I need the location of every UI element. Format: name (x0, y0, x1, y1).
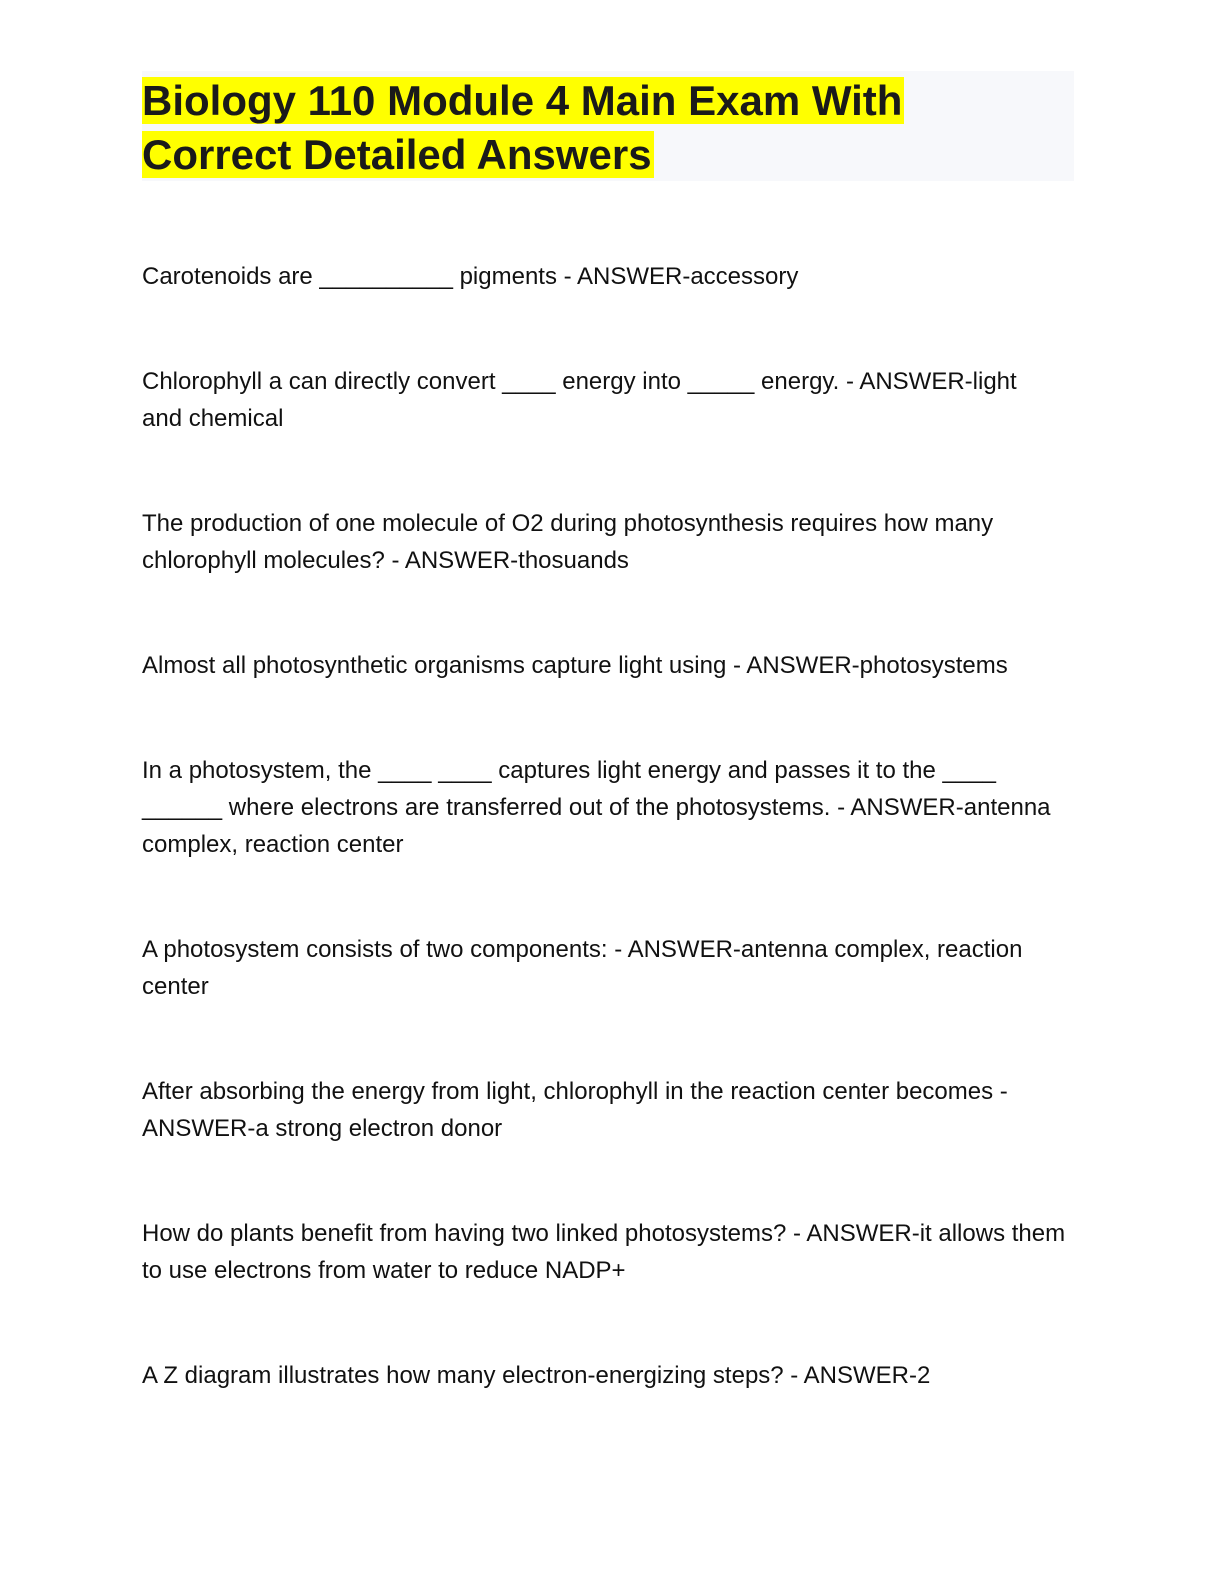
answer-text: accessory (690, 263, 799, 290)
answer-text: it allows them to use electrons from water to reduce NADP+ (142, 1220, 1066, 1284)
answer-prefix: ANSWER- (576, 263, 691, 290)
title-block (142, 71, 1074, 181)
separator: - (556, 263, 577, 290)
answer-prefix: ANSWER- (850, 794, 964, 821)
answer-text: photosystems (859, 652, 1008, 679)
answer-prefix: ANSWER- (746, 652, 860, 679)
question-text: A Z diagram illustrates how many electron-energizing steps? (142, 1362, 784, 1389)
answer-text: thosuands (518, 547, 629, 574)
question-text: Chlorophyll a can directly convert ____ energy into _____ energy. (142, 368, 840, 395)
title-line-2: Correct Detailed Answers (142, 131, 652, 178)
title-line-1: Biology 110 Module 4 Main Exam With (142, 77, 903, 124)
qa-item-2 (142, 363, 1062, 437)
separator: - (839, 368, 860, 395)
question-text: After absorbing the energy from light, chlorophyll in the reaction center becomes (142, 1078, 994, 1105)
question-text: Carotenoids are __________ pigments (142, 263, 557, 290)
question-answer-list (142, 258, 1077, 1394)
separator: - (384, 547, 405, 574)
answer-text: antenna complex, reaction center (142, 936, 1023, 1000)
qa-item-5 (142, 752, 1077, 863)
document-title (142, 71, 1074, 182)
separator: - (830, 794, 851, 821)
qa-item-8 (142, 1215, 1077, 1289)
answer-text: 2 (917, 1362, 931, 1389)
separator: - (786, 1220, 807, 1247)
question-text: The production of one molecule of O2 during photosynthesis requires how many chlorophyll molecules? (142, 510, 994, 574)
answer-prefix: ANSWER- (142, 1115, 256, 1142)
answer-text: light and chemical (142, 368, 1017, 432)
question-text: Almost all photosynthetic organisms capture light using (142, 652, 727, 679)
qa-item-7 (142, 1073, 1077, 1147)
qa-item-9 (142, 1357, 1077, 1394)
separator: - (993, 1078, 1008, 1105)
answer-prefix: ANSWER- (803, 1362, 917, 1389)
question-text: How do plants benefit from having two linked photosystems? (142, 1220, 787, 1247)
answer-prefix: ANSWER- (859, 368, 973, 395)
qa-item-3 (142, 505, 1077, 579)
answer-prefix: ANSWER- (627, 936, 741, 963)
answer-text: a strong electron donor (255, 1115, 503, 1142)
separator: - (607, 936, 628, 963)
separator: - (783, 1362, 804, 1389)
question-text: A photosystem consists of two components: (142, 936, 608, 963)
qa-item-1 (142, 258, 1077, 295)
qa-item-4 (142, 647, 1077, 684)
answer-text: antenna complex, reaction center (142, 794, 1051, 858)
answer-prefix: ANSWER- (404, 547, 519, 574)
answer-prefix: ANSWER- (806, 1220, 920, 1247)
separator: - (726, 652, 747, 679)
question-text: In a photosystem, the ____ ____ captures light energy and passes it to the ____ ______ where electrons are transferred out of the photosystems. (142, 757, 996, 821)
qa-item-6 (142, 931, 1077, 1005)
